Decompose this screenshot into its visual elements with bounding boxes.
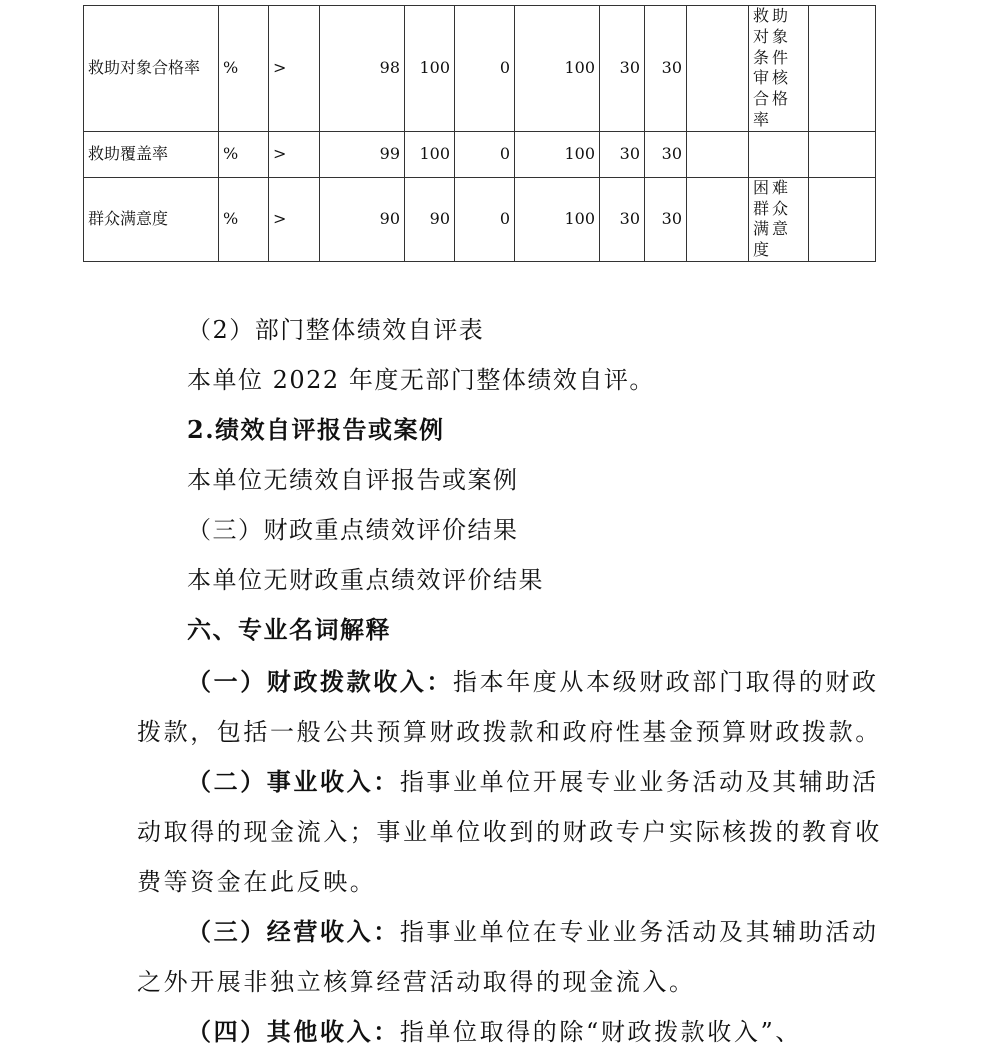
section-heading-report: 2.绩效自评报告或案例 <box>187 415 445 444</box>
table-row <box>84 6 876 132</box>
cell-deviation: 0 <box>455 177 515 261</box>
cell-name: 救助覆盖率 <box>84 131 219 177</box>
cell-score-rate: 100 <box>515 131 600 177</box>
cell-weight: 30 <box>600 177 645 261</box>
cell-note <box>749 131 809 177</box>
definition-term: （二）事业收入： <box>187 767 400 796</box>
cell-extra <box>809 6 876 132</box>
definition-text: 指单位取得的除“财政拨款收入”、 <box>399 1018 802 1046</box>
cell-extra <box>809 131 876 177</box>
cell-score-rate: 100 <box>515 6 600 132</box>
section-heading-dept-eval: （2）部门整体绩效自评表 <box>187 316 485 344</box>
cell-blank <box>687 6 749 132</box>
definition-term: （一）财政拨款收入： <box>187 667 453 696</box>
definition-business-income <box>137 757 897 907</box>
section-text-report: 本单位无绩效自评报告或案例 <box>187 466 519 494</box>
cell-extra <box>809 177 876 261</box>
cell-name: 群众满意度 <box>84 177 219 261</box>
section-text-dept-eval: 本单位 2022 年度无部门整体绩效自评。 <box>187 366 655 394</box>
cell-actual: 90 <box>405 177 455 261</box>
cell-unit: % <box>219 131 269 177</box>
cell-score: 30 <box>645 131 687 177</box>
performance-table <box>83 5 876 262</box>
cell-note: 救助对象条件审核合格率 <box>749 6 809 132</box>
cell-name: 救助对象合格率 <box>84 6 219 132</box>
cell-score: 30 <box>645 6 687 132</box>
definition-operating-income <box>137 907 897 1007</box>
cell-target: 99 <box>320 131 405 177</box>
cell-deviation: 0 <box>455 6 515 132</box>
table-row <box>84 131 876 177</box>
cell-target: 90 <box>320 177 405 261</box>
section-text-key-eval: 本单位无财政重点绩效评价结果 <box>187 566 544 594</box>
table-row <box>84 177 876 261</box>
cell-unit: % <box>219 177 269 261</box>
definition-text: 指事业单位开展专业业务活动及其辅助活动取得的现金流入；事业单位收到的财政专户实际核拨的教育收费等资金在此反映。 <box>137 768 882 896</box>
cell-deviation: 0 <box>455 131 515 177</box>
cell-note: 困难群众满意度 <box>749 177 809 261</box>
cell-score-rate: 100 <box>515 177 600 261</box>
definition-term: （三）经营收入： <box>187 917 400 946</box>
cell-actual: 100 <box>405 6 455 132</box>
cell-blank <box>687 131 749 177</box>
definition-text: 指本年度从本级财政部门取得的财政拨款，包括一般公共预算财政拨款和政府性基金预算财政拨款。 <box>137 668 882 746</box>
cell-weight: 30 <box>600 131 645 177</box>
section-heading-glossary: 六、专业名词解释 <box>187 615 391 644</box>
definition-term: （四）其他收入： <box>187 1017 400 1046</box>
cell-target: 98 <box>320 6 405 132</box>
cell-blank <box>687 177 749 261</box>
cell-op: > <box>269 177 320 261</box>
cell-weight: 30 <box>600 6 645 132</box>
definition-text: 指事业单位在专业业务活动及其辅助活动之外开展非独立核算经营活动取得的现金流入。 <box>137 918 879 996</box>
cell-actual: 100 <box>405 131 455 177</box>
definition-fiscal-appropriation <box>137 657 897 757</box>
cell-op: > <box>269 6 320 132</box>
cell-unit: % <box>219 6 269 132</box>
section-heading-key-eval: （三）财政重点绩效评价结果 <box>187 516 519 544</box>
cell-score: 30 <box>645 177 687 261</box>
cell-op: > <box>269 131 320 177</box>
